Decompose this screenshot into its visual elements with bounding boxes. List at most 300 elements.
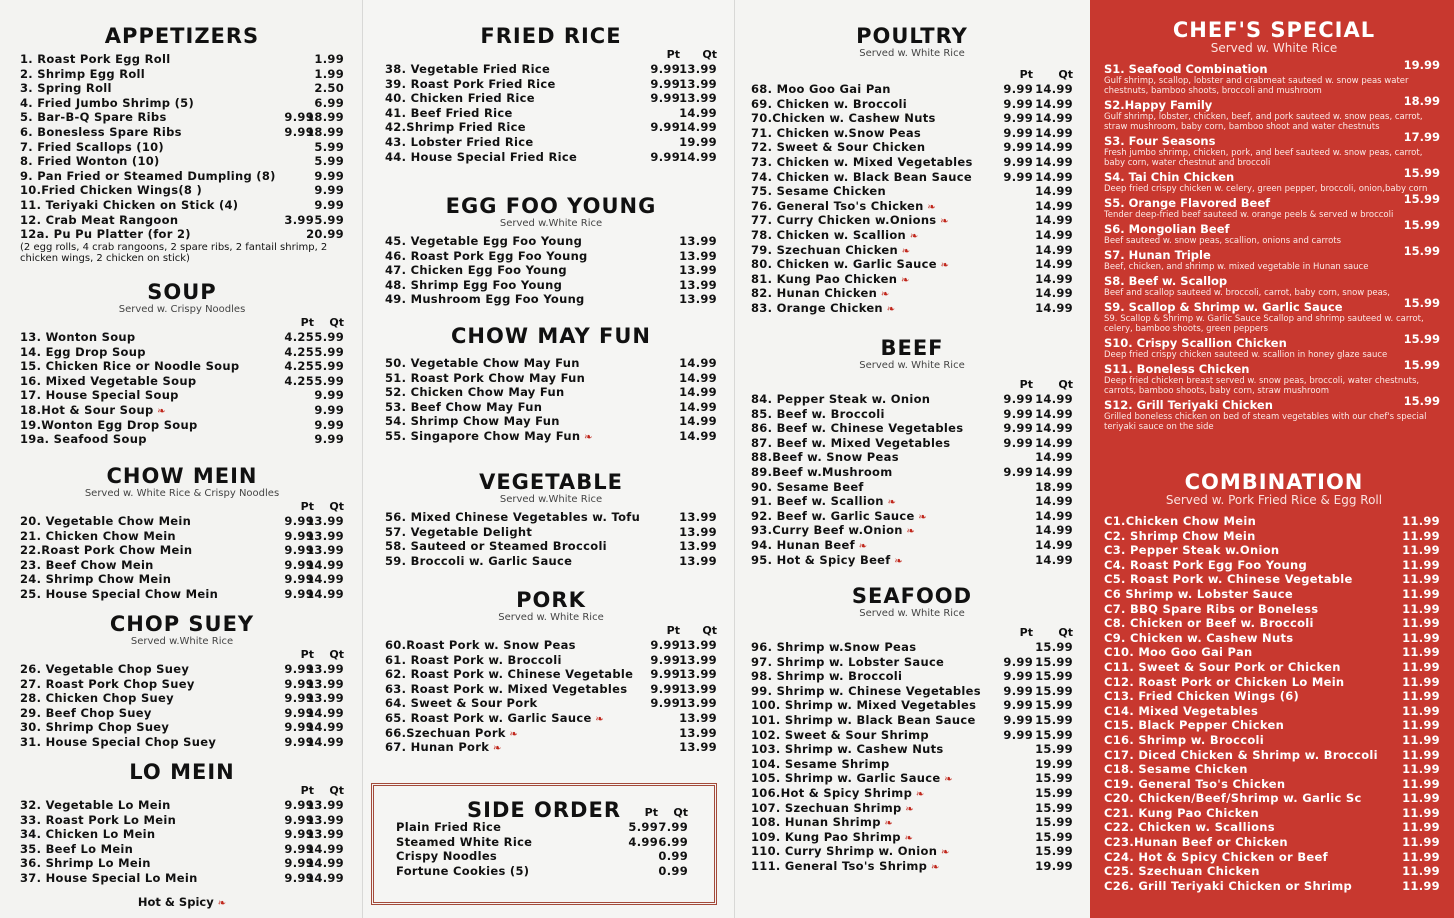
menu-item[interactable] (385, 371, 717, 386)
item-price: 11.99 (1402, 747, 1440, 762)
quart-price: 14.99 (306, 572, 344, 587)
menu-item[interactable] (751, 844, 1073, 859)
item-price: 11.99 (1402, 878, 1440, 893)
menu-item[interactable] (751, 97, 1073, 112)
special-name: S11. Boneless Chicken 15.99 (1104, 358, 1440, 376)
menu-item[interactable] (20, 359, 344, 374)
combination-item[interactable] (1104, 558, 1444, 573)
menu-item[interactable] (20, 198, 344, 213)
item-name: C15. Black Pepper Chicken (1104, 718, 1285, 733)
quart-price: 14.99 (1035, 257, 1073, 272)
menu-item[interactable] (20, 183, 344, 198)
menu-item[interactable] (20, 677, 344, 692)
item-name: 10.Fried Chicken Wings(8 ) (20, 183, 203, 198)
item-price: 11.99 (1402, 528, 1440, 543)
combination-item[interactable] (1104, 835, 1444, 850)
menu-item[interactable] (385, 510, 717, 525)
menu-item[interactable] (20, 529, 344, 544)
menu-item[interactable] (751, 199, 1073, 214)
special-description: Deep fried crispy chicken sauteed w. scallion in honey glaze sauce (1104, 350, 1388, 360)
quart-price: 14.99 (1035, 523, 1073, 538)
menu-item[interactable] (385, 356, 717, 371)
item-name: 100. Shrimp w. Mixed Vegetables (751, 698, 977, 713)
pint-price: 9.99 (284, 528, 314, 543)
pint-price: 9.99 (284, 662, 314, 676)
pint-header: Pt (300, 648, 314, 661)
item-name: 99. Shrimp w. Chinese Vegetables (751, 683, 981, 698)
quart-price: 9.99 (314, 417, 344, 432)
menu-item-list (751, 640, 1073, 874)
item-name: 53. Beef Chow May Fun (385, 399, 543, 414)
menu-item[interactable] (20, 572, 344, 587)
section-soup (20, 280, 344, 447)
menu-item[interactable] (385, 249, 717, 264)
combination-item[interactable] (1104, 572, 1444, 587)
menu-item[interactable] (751, 538, 1073, 553)
menu-item[interactable] (751, 494, 1073, 509)
quart-price: 5.99 (314, 139, 344, 154)
menu-item[interactable] (385, 400, 717, 415)
combination-item[interactable] (1104, 602, 1444, 617)
special-name: S7. Hunan Triple 15.99 (1104, 244, 1440, 262)
special-description: Fresh jumbo shrimp, chicken, pork, and beef sauteed w. snow peas, carrot, baby corn, water chestnut and broccoli (1104, 148, 1423, 168)
menu-item[interactable] (385, 653, 717, 668)
special-item[interactable] (1104, 244, 1444, 272)
quart-price: 14.99 (1035, 406, 1073, 421)
menu-item[interactable] (20, 110, 344, 125)
quart-price: 14.99 (1035, 213, 1073, 228)
special-price: 15.99 (1403, 296, 1440, 310)
menu-item[interactable] (20, 514, 344, 529)
special-name: S12. Grill Teriyaki Chicken 15.99 (1104, 394, 1440, 412)
menu-item[interactable] (385, 682, 717, 697)
menu-item[interactable] (751, 301, 1073, 316)
menu-item[interactable] (751, 82, 1073, 97)
menu-item[interactable] (20, 856, 344, 871)
menu-item[interactable] (20, 140, 344, 155)
menu-item[interactable] (20, 662, 344, 677)
menu-item[interactable] (20, 154, 344, 169)
menu-item[interactable] (751, 184, 1073, 199)
section-title: LO MEIN (129, 760, 235, 784)
menu-item-list (20, 514, 344, 602)
item-name: 80. Chicken w. Garlic Sauce (751, 257, 937, 272)
combination-item[interactable] (1104, 864, 1444, 879)
item-name: 38. Vegetable Fried Rice (385, 62, 551, 76)
menu-item[interactable] (751, 272, 1073, 287)
menu-item[interactable] (385, 667, 717, 682)
menu-item[interactable] (751, 698, 1073, 713)
item-name: 9. Pan Fried or Steamed Dumpling (8) (20, 168, 276, 183)
menu-item[interactable] (385, 429, 717, 444)
item-name: 18.Hot & Sour Soup (20, 402, 154, 417)
section-title: FRIED RICE (480, 24, 622, 48)
quart-price: 14.99 (1035, 271, 1073, 286)
menu-item[interactable] (751, 213, 1073, 228)
special-item[interactable] (1104, 296, 1444, 334)
combination-item[interactable] (1104, 616, 1444, 631)
quart-price: 0.99 (658, 849, 688, 864)
item-name: 30. Shrimp Chop Suey (20, 720, 170, 735)
item-name: 111. General Tso's Shrimp (751, 858, 928, 873)
special-item[interactable] (1104, 94, 1444, 132)
item-name: 26. Vegetable Chop Suey (20, 662, 190, 676)
menu-item[interactable] (751, 523, 1073, 538)
menu-item[interactable] (751, 465, 1073, 480)
quart-price: 13.99 (679, 638, 717, 652)
chili-icon: ❧ (882, 303, 896, 315)
combination-item[interactable] (1104, 543, 1444, 558)
combination-item[interactable] (1104, 529, 1444, 544)
menu-item[interactable] (385, 385, 717, 400)
quart-price: 5.99 (314, 212, 344, 227)
item-name: 69. Chicken w. Broccoli (751, 96, 908, 111)
item-name: 59. Broccoli w. Garlic Sauce (385, 553, 573, 568)
combination-item[interactable] (1104, 514, 1444, 529)
price-column-header (20, 648, 344, 662)
item-price: 11.99 (1402, 718, 1440, 733)
pint-price: 9.99 (1003, 712, 1033, 727)
special-name: S1. Seafood Combination 19.99 (1104, 58, 1440, 76)
quart-price: 5.99 (314, 330, 344, 344)
combination-item[interactable] (1104, 645, 1444, 660)
combination-item[interactable] (1104, 791, 1444, 806)
pint-price: 9.99 (284, 870, 314, 885)
menu-item[interactable] (20, 330, 344, 345)
quart-price: 1.99 (314, 52, 344, 66)
item-name: 25. House Special Chow Mein (20, 586, 219, 601)
menu-item[interactable] (20, 169, 344, 184)
combination-item[interactable] (1104, 631, 1444, 646)
menu-item[interactable] (385, 696, 717, 711)
item-name: 97. Shrimp w. Lobster Sauce (751, 654, 945, 669)
menu-item[interactable] (396, 820, 696, 835)
quart-price: 14.99 (1035, 552, 1073, 567)
menu-item[interactable] (20, 706, 344, 721)
menu-item[interactable] (751, 228, 1073, 243)
menu-item[interactable] (20, 213, 344, 228)
special-description: Grilled boneless chicken on bed of steam vegetables with our chef's special teriyaki sauce on the side (1104, 412, 1427, 432)
menu-item[interactable] (751, 786, 1073, 801)
menu-item[interactable] (751, 640, 1073, 655)
menu-item[interactable] (751, 111, 1073, 126)
quart-price: 14.99 (1035, 392, 1073, 406)
legend-label: Hot & Spicy (137, 895, 214, 909)
menu-item[interactable] (751, 742, 1073, 757)
menu-item[interactable] (751, 421, 1073, 436)
menu-item[interactable] (751, 450, 1073, 465)
menu-item[interactable] (751, 669, 1073, 684)
menu-item[interactable] (751, 509, 1073, 524)
menu-item[interactable] (751, 553, 1073, 568)
special-item[interactable] (1104, 274, 1444, 298)
quart-price: 9.99 (314, 402, 344, 417)
item-name: 6. Bonesless Spare Ribs (20, 124, 182, 139)
pint-price: 3.99 (284, 212, 314, 227)
menu-item[interactable] (20, 374, 344, 389)
menu-item[interactable] (385, 414, 717, 429)
special-item[interactable] (1104, 332, 1444, 360)
special-description: Deep fried chicken breast served w. snow peas, broccoli, water chestnuts, carrots, bamboo shoots, baby corn, straw mushroom (1104, 376, 1420, 396)
item-name: 5. Bar-B-Q Spare Ribs (20, 110, 167, 125)
chili-icon: ❧ (898, 245, 911, 257)
quart-price: 13.99 (306, 812, 344, 827)
menu-item[interactable] (20, 67, 344, 82)
price-column-header (751, 68, 1073, 82)
menu-item[interactable] (396, 864, 696, 879)
menu-item[interactable] (385, 525, 717, 540)
menu-item[interactable] (385, 106, 717, 121)
item-name: C6 Shrimp w. Lobster Sauce (1104, 586, 1293, 601)
special-price: 15.99 (1403, 218, 1440, 232)
item-name: 79. Szechuan Chicken (751, 242, 899, 257)
quart-price: 14.99 (1035, 169, 1073, 184)
combination-item[interactable] (1104, 718, 1444, 733)
menu-panel-1 (0, 0, 362, 918)
combination-item[interactable] (1104, 777, 1444, 792)
menu-item[interactable] (751, 713, 1073, 728)
menu-item[interactable] (385, 638, 717, 653)
menu-item[interactable] (751, 728, 1073, 743)
pint-price: 9.99 (284, 676, 314, 691)
chili-icon: ❧ (880, 818, 894, 830)
menu-item[interactable] (20, 720, 344, 735)
item-name: 19.Wonton Egg Drop Soup (20, 417, 198, 432)
quart-price: 13.99 (679, 553, 717, 568)
item-name: C14. Mixed Vegetables (1104, 703, 1259, 718)
combination-item[interactable] (1104, 689, 1444, 704)
menu-item[interactable] (20, 125, 344, 140)
item-name: C16. Shrimp w. Broccoli (1104, 732, 1265, 747)
menu-item[interactable] (751, 126, 1073, 141)
quart-price: 13.99 (679, 234, 717, 248)
special-item[interactable] (1104, 218, 1444, 246)
menu-item[interactable] (20, 735, 344, 750)
menu-item[interactable] (396, 849, 696, 864)
item-name: C19. General Tso's Chicken (1104, 776, 1286, 791)
menu-item[interactable] (385, 120, 717, 135)
menu-item[interactable] (751, 684, 1073, 699)
chili-icon: ❧ (877, 289, 890, 301)
menu-item[interactable] (385, 292, 717, 307)
menu-item[interactable] (20, 587, 344, 602)
section-title: CHOP SUEY (109, 612, 255, 636)
combination-item[interactable] (1104, 675, 1444, 690)
item-name: 88.Beef w. Snow Peas (751, 450, 899, 465)
menu-item[interactable] (20, 432, 344, 447)
item-name: 89.Beef w.Mushroom (751, 464, 893, 479)
chili-icon: ❧ (897, 274, 910, 286)
menu-item[interactable] (751, 830, 1073, 845)
combination-item[interactable] (1104, 879, 1444, 894)
item-name: 55. Singapore Chow May Fun (385, 428, 581, 443)
menu-item-list (20, 330, 344, 447)
menu-item[interactable] (751, 480, 1073, 495)
item-price: 11.99 (1402, 601, 1440, 616)
item-name: 74. Chicken w. Black Bean Sauce (751, 169, 972, 184)
quart-price: 15.99 (1035, 669, 1073, 684)
menu-item[interactable] (385, 135, 717, 150)
item-price: 11.99 (1402, 616, 1440, 631)
menu-item[interactable] (385, 77, 717, 92)
menu-item[interactable] (20, 871, 344, 886)
item-name: 21. Chicken Chow Mein (20, 528, 176, 543)
menu-item[interactable] (20, 827, 344, 842)
item-name: 29. Beef Chop Suey (20, 705, 152, 720)
menu-item[interactable] (751, 140, 1073, 155)
item-name: 27. Roast Pork Chop Suey (20, 676, 195, 691)
pint-price: 4.25 (284, 330, 314, 344)
combination-item[interactable] (1104, 850, 1444, 865)
special-item-list (1104, 58, 1444, 432)
menu-item[interactable] (20, 691, 344, 706)
pint-price: 9.99 (1003, 406, 1033, 421)
item-name: 33. Roast Pork Lo Mein (20, 812, 177, 827)
menu-item[interactable] (20, 558, 344, 573)
menu-item[interactable] (20, 345, 344, 360)
quart-price: 14.99 (1035, 198, 1073, 213)
menu-item-list (385, 510, 717, 568)
item-name: C25. Szechuan Chicken (1104, 864, 1260, 879)
item-name: C4. Roast Pork Egg Foo Young (1104, 557, 1308, 572)
combination-item[interactable] (1104, 733, 1444, 748)
item-name: C7. BBQ Spare Ribs or Boneless (1104, 601, 1319, 616)
item-name: 45. Vegetable Egg Foo Young (385, 234, 583, 248)
menu-item[interactable] (385, 740, 717, 755)
quart-price: 13.99 (679, 91, 717, 106)
menu-item[interactable] (751, 407, 1073, 422)
quart-price: 15.99 (1035, 654, 1073, 669)
special-name: S6. Mongolian Beef 15.99 (1104, 218, 1440, 236)
pint-price: 9.99 (284, 841, 314, 856)
menu-item[interactable] (20, 81, 344, 96)
quart-price: 13.99 (306, 676, 344, 691)
item-price: 11.99 (1402, 776, 1440, 791)
combination-item[interactable] (1104, 806, 1444, 821)
menu-item[interactable] (385, 62, 717, 77)
menu-item[interactable] (751, 757, 1073, 772)
item-name: 78. Chicken w. Scallion (751, 227, 907, 242)
menu-item[interactable] (751, 801, 1073, 816)
quart-price: 13.99 (679, 539, 717, 554)
chili-icon: ❧ (890, 555, 904, 567)
menu-item[interactable] (385, 150, 717, 165)
menu-item[interactable] (396, 835, 696, 850)
menu-item[interactable] (751, 155, 1073, 170)
section-beef (751, 336, 1073, 567)
special-item[interactable] (1104, 166, 1444, 194)
item-name: Steamed White Rice (396, 834, 533, 849)
quart-price: 6.99 (658, 834, 688, 849)
quart-header: Qt (702, 624, 717, 637)
quart-price: 14.99 (1035, 140, 1073, 155)
special-item[interactable] (1104, 358, 1444, 396)
quart-price: 18.99 (306, 124, 344, 139)
pint-price: 9.99 (1003, 669, 1033, 684)
menu-item[interactable] (20, 403, 344, 418)
special-item[interactable] (1104, 394, 1444, 432)
quart-price: 14.99 (679, 149, 717, 164)
menu-item[interactable] (751, 170, 1073, 185)
menu-item[interactable] (20, 842, 344, 857)
combination-item[interactable] (1104, 704, 1444, 719)
menu-item[interactable] (20, 227, 344, 242)
item-name: 63. Roast Pork w. Mixed Vegetables (385, 681, 628, 696)
special-item[interactable] (1104, 130, 1444, 168)
menu-item[interactable] (20, 543, 344, 558)
menu-item[interactable] (20, 388, 344, 403)
quart-price: 14.99 (1035, 227, 1073, 242)
menu-panel-4 (1090, 0, 1454, 918)
pint-price: 5.99 (628, 820, 658, 834)
combination-item[interactable] (1104, 748, 1444, 763)
item-name: 90. Sesame Beef (751, 479, 864, 494)
menu-item[interactable] (751, 392, 1073, 407)
menu-item[interactable] (385, 278, 717, 293)
quart-price: 13.99 (679, 524, 717, 539)
quart-price: 14.99 (1035, 450, 1073, 465)
combination-item[interactable] (1104, 660, 1444, 675)
menu-item[interactable] (751, 771, 1073, 786)
menu-item[interactable] (385, 554, 717, 569)
combination-item[interactable] (1104, 587, 1444, 602)
pint-price: 9.99 (1003, 464, 1033, 479)
menu-item[interactable] (385, 726, 717, 741)
quart-header: Qt (329, 648, 344, 661)
menu-item[interactable] (751, 257, 1073, 272)
pint-price: 9.99 (284, 691, 314, 706)
menu-item[interactable] (751, 286, 1073, 301)
special-item[interactable] (1104, 192, 1444, 220)
chili-icon: ❧ (153, 405, 166, 417)
quart-price: 13.99 (679, 652, 717, 667)
menu-item[interactable] (20, 813, 344, 828)
menu-item[interactable] (751, 859, 1073, 874)
menu-item[interactable] (385, 539, 717, 554)
special-item[interactable] (1104, 58, 1444, 96)
item-name: C5. Roast Pork w. Chinese Vegetable (1104, 572, 1353, 587)
combination-item[interactable] (1104, 762, 1444, 777)
menu-item[interactable] (20, 418, 344, 433)
special-price: 15.99 (1403, 394, 1440, 408)
menu-item[interactable] (751, 655, 1073, 670)
price-column-header (20, 316, 344, 330)
menu-item[interactable] (385, 234, 717, 249)
menu-item[interactable] (385, 91, 717, 106)
menu-item[interactable] (385, 263, 717, 278)
price-column-header (20, 784, 344, 798)
menu-item[interactable] (751, 243, 1073, 258)
menu-item[interactable] (20, 52, 344, 67)
menu-item[interactable] (385, 711, 717, 726)
item-name: 16. Mixed Vegetable Soup (20, 373, 197, 388)
item-name: 41. Beef Fried Rice (385, 105, 513, 120)
combination-item[interactable] (1104, 820, 1444, 835)
menu-item[interactable] (20, 96, 344, 111)
quart-price: 14.99 (1035, 154, 1073, 169)
item-name: 31. House Special Chop Suey (20, 734, 217, 749)
quart-price: 13.99 (679, 510, 717, 524)
quart-price: 15.99 (1035, 712, 1073, 727)
menu-item[interactable] (751, 815, 1073, 830)
menu-item[interactable] (20, 798, 344, 813)
quart-price: 5.99 (314, 154, 344, 169)
quart-price: 14.99 (306, 870, 344, 885)
quart-price: 9.99 (314, 183, 344, 198)
item-name: 35. Beef Lo Mein (20, 841, 134, 856)
menu-item[interactable] (751, 436, 1073, 451)
special-description: Gulf shrimp, lobster, chicken, beef, and pork sauteed w. snow peas, carrot, straw mushroom, baby corn, bamboo shoot and water chestnuts (1104, 112, 1423, 132)
